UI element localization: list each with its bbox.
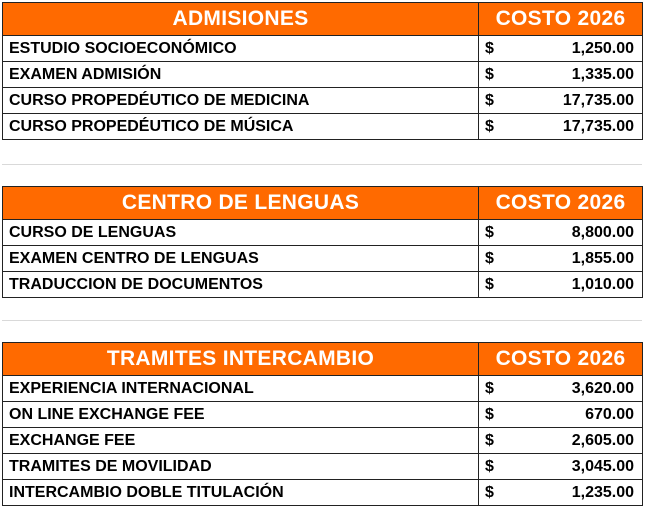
fee-amount: 2,605.00 bbox=[513, 428, 643, 454]
table-row bbox=[3, 36, 643, 62]
fee-name: CURSO PROPEDÉUTICO DE MEDICINA bbox=[3, 88, 479, 114]
table-header-row bbox=[3, 187, 643, 220]
table-row bbox=[3, 246, 643, 272]
currency-symbol: $ bbox=[479, 36, 513, 62]
sheet-gridline bbox=[2, 320, 642, 321]
fee-amount: 670.00 bbox=[513, 402, 643, 428]
section-title: TRAMITES INTERCAMBIO bbox=[3, 343, 479, 376]
fee-amount: 1,335.00 bbox=[513, 62, 643, 88]
fee-name: INTERCAMBIO DOBLE TITULACIÓN bbox=[3, 480, 479, 506]
currency-symbol: $ bbox=[479, 220, 513, 246]
fee-amount: 17,735.00 bbox=[513, 114, 643, 140]
fee-name: EXAMEN ADMISIÓN bbox=[3, 62, 479, 88]
fee-amount: 3,045.00 bbox=[513, 454, 643, 480]
currency-symbol: $ bbox=[479, 428, 513, 454]
fee-amount: 1,010.00 bbox=[513, 272, 643, 298]
fee-amount: 17,735.00 bbox=[513, 88, 643, 114]
table-row bbox=[3, 480, 643, 506]
cost-column-header: COSTO 2026 bbox=[479, 343, 643, 376]
currency-symbol: $ bbox=[479, 480, 513, 506]
currency-symbol: $ bbox=[479, 272, 513, 298]
admisiones-table bbox=[2, 2, 643, 140]
currency-symbol: $ bbox=[479, 62, 513, 88]
currency-symbol: $ bbox=[479, 114, 513, 140]
sheet-gridline bbox=[2, 164, 642, 165]
currency-symbol: $ bbox=[479, 88, 513, 114]
currency-symbol: $ bbox=[479, 246, 513, 272]
table-row bbox=[3, 454, 643, 480]
tramites-intercambio-table bbox=[2, 342, 643, 506]
currency-symbol: $ bbox=[479, 454, 513, 480]
fee-name: ON LINE EXCHANGE FEE bbox=[3, 402, 479, 428]
fee-amount: 3,620.00 bbox=[513, 376, 643, 402]
table-row bbox=[3, 402, 643, 428]
fee-name: CURSO PROPEDÉUTICO DE MÚSICA bbox=[3, 114, 479, 140]
section-title: CENTRO DE LENGUAS bbox=[3, 187, 479, 220]
fee-name: EXPERIENCIA INTERNACIONAL bbox=[3, 376, 479, 402]
centro-de-lenguas-table bbox=[2, 186, 643, 298]
table-row bbox=[3, 220, 643, 246]
fee-name: CURSO DE LENGUAS bbox=[3, 220, 479, 246]
table-row bbox=[3, 114, 643, 140]
currency-symbol: $ bbox=[479, 376, 513, 402]
table-row bbox=[3, 272, 643, 298]
fee-amount: 8,800.00 bbox=[513, 220, 643, 246]
table-row bbox=[3, 88, 643, 114]
fee-name: EXCHANGE FEE bbox=[3, 428, 479, 454]
table-header-row bbox=[3, 3, 643, 36]
fee-amount: 1,235.00 bbox=[513, 480, 643, 506]
section-title: ADMISIONES bbox=[3, 3, 479, 36]
table-row bbox=[3, 62, 643, 88]
table-header-row bbox=[3, 343, 643, 376]
cost-column-header: COSTO 2026 bbox=[479, 187, 643, 220]
fee-amount: 1,250.00 bbox=[513, 36, 643, 62]
fee-name: EXAMEN CENTRO DE LENGUAS bbox=[3, 246, 479, 272]
fee-amount: 1,855.00 bbox=[513, 246, 643, 272]
cost-column-header: COSTO 2026 bbox=[479, 3, 643, 36]
table-row bbox=[3, 428, 643, 454]
table-row bbox=[3, 376, 643, 402]
fee-name: ESTUDIO SOCIOECONÓMICO bbox=[3, 36, 479, 62]
fee-name: TRADUCCION DE DOCUMENTOS bbox=[3, 272, 479, 298]
currency-symbol: $ bbox=[479, 402, 513, 428]
fee-name: TRAMITES DE MOVILIDAD bbox=[3, 454, 479, 480]
